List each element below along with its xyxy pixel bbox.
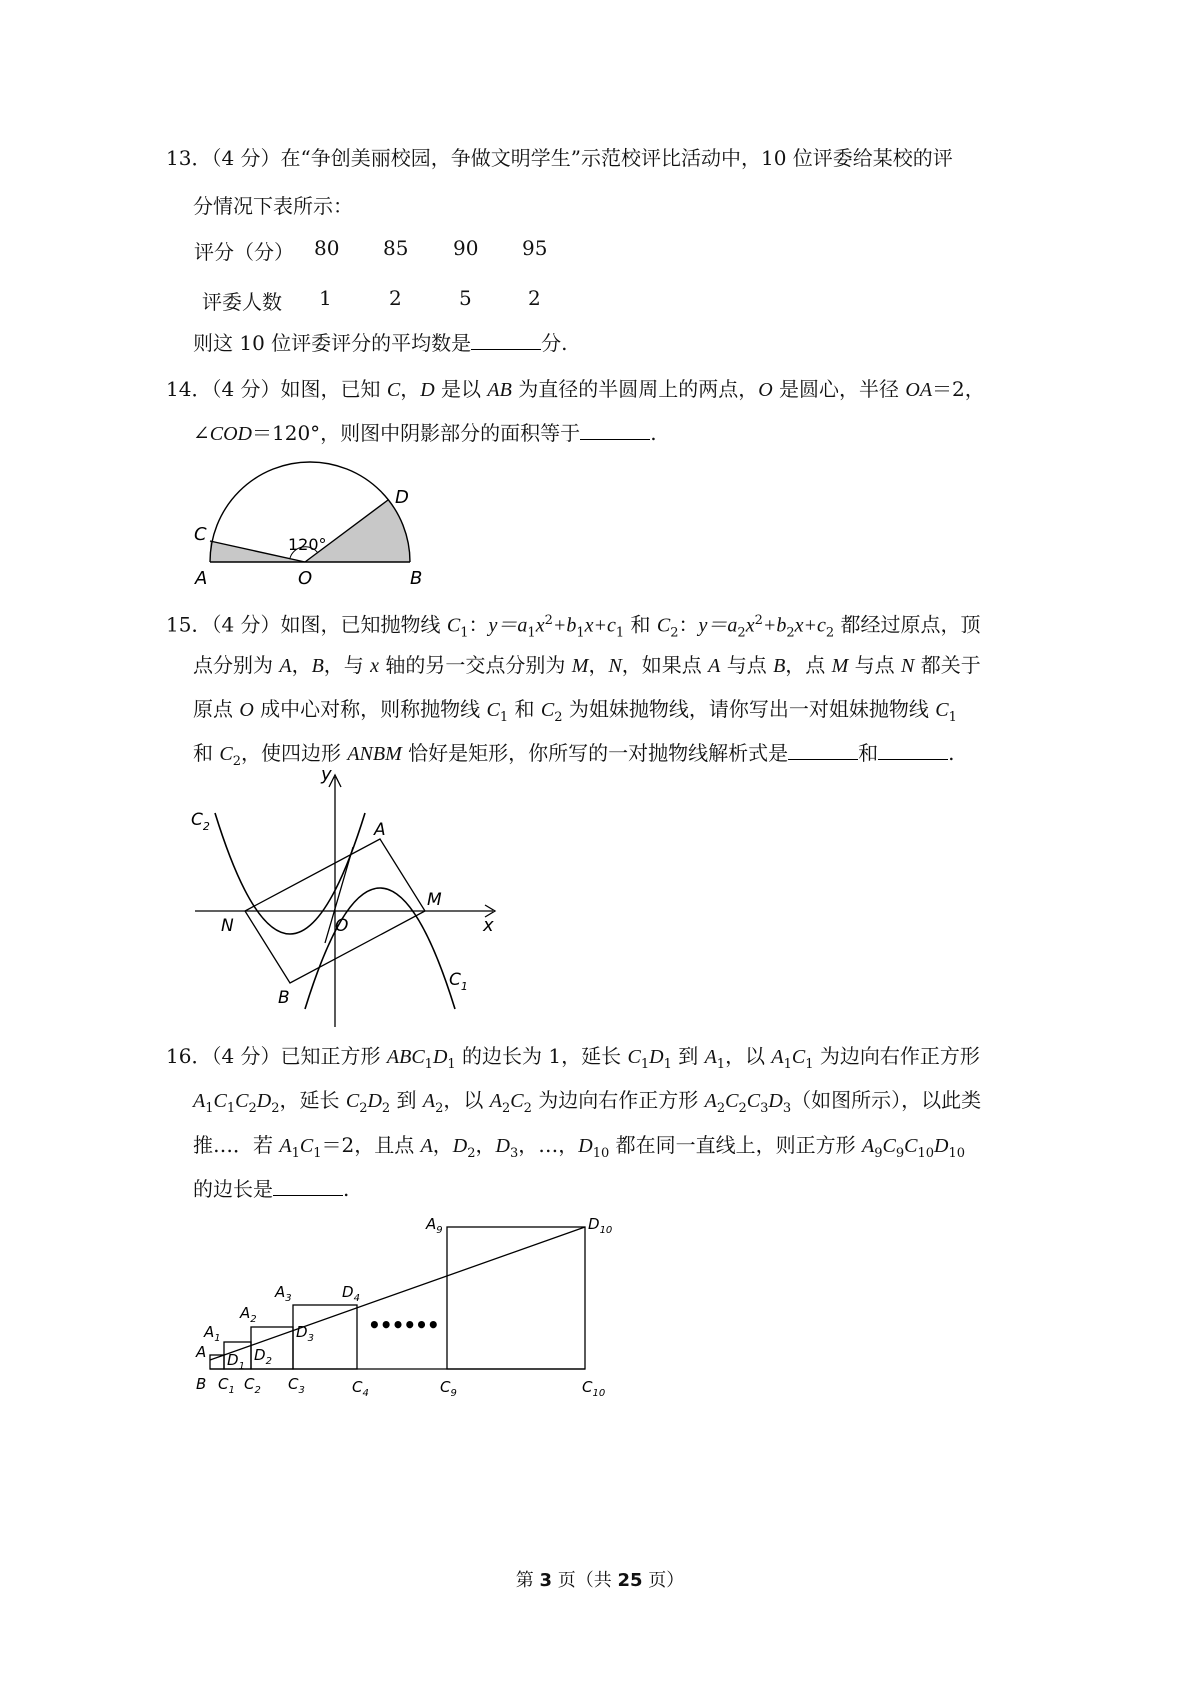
label-D3-letter: D bbox=[296, 1323, 308, 1341]
equation: y＝a bbox=[698, 614, 738, 637]
q14-text: . bbox=[650, 421, 657, 445]
equation: +b bbox=[552, 614, 577, 637]
label-M: M bbox=[427, 890, 442, 910]
q16-text: ，…， bbox=[518, 1133, 579, 1157]
subscript: 2 bbox=[670, 625, 679, 641]
subscript: 2 bbox=[248, 1101, 257, 1116]
label-A9 bbox=[425, 1215, 443, 1236]
squares-figure bbox=[190, 1205, 630, 1400]
q15-text: 和 bbox=[508, 697, 541, 721]
label-A3-sub: 3 bbox=[285, 1293, 292, 1304]
q14-text: 是以 bbox=[434, 377, 488, 401]
label-B: B bbox=[278, 988, 290, 1008]
q16-text: ＝2，且点 bbox=[321, 1133, 421, 1157]
subscript: 1 bbox=[663, 1057, 672, 1072]
table-cell: 1 bbox=[319, 286, 332, 310]
var: A bbox=[422, 1090, 436, 1112]
answer-blank bbox=[580, 421, 650, 440]
q15-text: 点分别为 bbox=[193, 653, 280, 677]
q15-text: 和 bbox=[858, 741, 879, 765]
var: D bbox=[420, 379, 435, 401]
var: D bbox=[768, 1090, 783, 1112]
label-A9-sub: 9 bbox=[436, 1225, 443, 1236]
equation: x+c bbox=[584, 614, 616, 637]
q16-line2 bbox=[193, 1087, 981, 1122]
var: A bbox=[704, 1046, 717, 1068]
var: D bbox=[432, 1046, 448, 1068]
label-C10 bbox=[582, 1378, 605, 1399]
label-C4-sub: 4 bbox=[362, 1388, 369, 1399]
var: C bbox=[219, 743, 233, 765]
semicircle-figure bbox=[190, 455, 440, 590]
q13-line3 bbox=[193, 330, 568, 356]
label-A1 bbox=[203, 1323, 221, 1344]
var: D bbox=[256, 1090, 272, 1112]
subscript: 2 bbox=[271, 1101, 280, 1116]
q15-text: 与点 bbox=[848, 653, 902, 677]
var: A bbox=[489, 1090, 502, 1112]
q16-text: ，以 bbox=[443, 1088, 490, 1112]
label-C2 bbox=[191, 810, 210, 833]
subscript: 2 bbox=[381, 1101, 391, 1116]
subscript: 3 bbox=[760, 1101, 769, 1116]
q15-text: ， bbox=[291, 653, 312, 677]
label-D2-sub: 2 bbox=[265, 1356, 272, 1367]
q15-text: ，如果点 bbox=[621, 653, 709, 677]
label-C1 bbox=[218, 1375, 235, 1396]
superscript: 2 bbox=[544, 613, 553, 628]
label-C2-sub: 2 bbox=[202, 820, 210, 833]
q16-text: 都在同一直线上，则正方形 bbox=[609, 1133, 862, 1157]
subscript: 1 bbox=[576, 625, 585, 641]
label-D4-letter: D bbox=[342, 1283, 354, 1301]
q14-text: ＝120°，则图中阴影部分的面积等于 bbox=[252, 421, 581, 445]
label-C9-sub: 9 bbox=[450, 1388, 457, 1399]
q15-line1 bbox=[166, 608, 981, 647]
label-C1-letter: C bbox=[449, 970, 461, 990]
subscript: 1 bbox=[615, 625, 625, 641]
subscript: 2 bbox=[554, 710, 563, 725]
subscript: 2 bbox=[716, 1101, 726, 1116]
label-A3-letter: A bbox=[275, 1283, 286, 1301]
var: COD bbox=[209, 423, 252, 445]
q16-text: 16．（4 分）已知正方形 bbox=[166, 1044, 387, 1068]
var: D bbox=[495, 1135, 510, 1157]
label-C2-letter: C bbox=[191, 810, 203, 830]
subscript: 2 bbox=[467, 1146, 476, 1161]
q16-line1 bbox=[166, 1043, 980, 1078]
q14-text: 是圆心，半径 bbox=[772, 377, 906, 401]
subscript: 2 bbox=[435, 1101, 444, 1116]
label-D10-sub: 10 bbox=[599, 1225, 613, 1236]
label-C2-sub: 2 bbox=[254, 1385, 261, 1396]
q16-text: （如图所示），以此类 bbox=[791, 1088, 982, 1112]
label-C10-letter: C bbox=[582, 1378, 593, 1396]
q15-text: ： bbox=[678, 612, 699, 637]
label-C2 bbox=[244, 1375, 261, 1396]
subscript: 1 bbox=[805, 1057, 814, 1072]
var: D bbox=[367, 1090, 382, 1112]
q15-text: 成中心对称，则称抛物线 bbox=[253, 697, 487, 721]
subscript: 2 bbox=[232, 754, 241, 769]
label-C1-sub: 1 bbox=[228, 1385, 235, 1396]
label-D1-sub: 1 bbox=[238, 1361, 245, 1372]
label-D10 bbox=[588, 1215, 612, 1236]
q15-text: 和 bbox=[193, 741, 220, 765]
label-D4 bbox=[342, 1283, 360, 1304]
label-B: B bbox=[196, 1375, 207, 1393]
label-C1-sub: 1 bbox=[460, 980, 468, 993]
table-cell: 2 bbox=[389, 286, 402, 310]
axis-x-label: x bbox=[483, 915, 494, 936]
label-A2-letter: A bbox=[240, 1304, 251, 1322]
q16-text: 为边向右作正方形 bbox=[531, 1088, 705, 1112]
var: A bbox=[193, 1090, 206, 1112]
subscript: 1 bbox=[527, 625, 536, 641]
q15-text: 原点 bbox=[193, 697, 240, 721]
q14-text: 为直径的半圆周上的两点， bbox=[511, 377, 759, 401]
q15-text: 为姐妹抛物线，请你写出一对姐妹抛物线 bbox=[562, 697, 936, 721]
table-cell: 95 bbox=[522, 236, 548, 260]
label-D10-letter: D bbox=[588, 1215, 600, 1233]
answer-blank bbox=[878, 741, 948, 760]
q15-text: 都关于 bbox=[914, 653, 981, 677]
var: D bbox=[578, 1135, 593, 1157]
var: M bbox=[831, 655, 849, 677]
label-A9-letter: A bbox=[426, 1215, 437, 1233]
label-C3-sub: 3 bbox=[298, 1385, 305, 1396]
answer-blank bbox=[471, 331, 541, 350]
label-C3 bbox=[288, 1375, 305, 1396]
page-footer bbox=[0, 1566, 1200, 1592]
q14-line1 bbox=[166, 376, 985, 403]
subscript: 2 bbox=[786, 625, 795, 641]
label-C4 bbox=[352, 1378, 369, 1399]
label-A: A bbox=[195, 568, 208, 589]
q14-line2 bbox=[193, 420, 657, 447]
var: C bbox=[540, 699, 555, 721]
var: C bbox=[486, 699, 500, 721]
subscript: 1 bbox=[948, 710, 957, 725]
page-total: 25 bbox=[617, 1570, 643, 1591]
var: ABC bbox=[386, 1046, 425, 1068]
var: C bbox=[935, 699, 949, 721]
q15-text: 15．（4 分）如图，已知抛物线 bbox=[166, 612, 447, 637]
q15-text: ， bbox=[588, 653, 609, 677]
label-O: O bbox=[335, 916, 349, 936]
var: D bbox=[934, 1135, 949, 1157]
q13-text: 则这 10 位评委评分的平均数是 bbox=[193, 331, 472, 355]
label-C1 bbox=[449, 970, 468, 993]
var: N bbox=[608, 655, 622, 677]
subscript: 10 bbox=[592, 1146, 610, 1161]
subscript: 2 bbox=[502, 1101, 511, 1116]
subscript: 1 bbox=[226, 1101, 236, 1116]
subscript: 2 bbox=[738, 1101, 747, 1116]
subscript: 2 bbox=[825, 625, 835, 641]
q15-line2 bbox=[193, 652, 981, 679]
subscript: 2 bbox=[737, 625, 746, 641]
q15-text: ，与 bbox=[323, 653, 371, 677]
q15-line3 bbox=[193, 696, 957, 731]
table-cell: 85 bbox=[383, 236, 409, 260]
var: C bbox=[656, 614, 671, 637]
label-C10-sub: 10 bbox=[592, 1388, 606, 1399]
subscript: 1 bbox=[716, 1057, 726, 1072]
var: C bbox=[725, 1090, 739, 1112]
label-A1-letter: A bbox=[204, 1323, 215, 1341]
q16-text: ，以 bbox=[725, 1044, 772, 1068]
angle-label: 120° bbox=[288, 535, 327, 554]
table-cell: 90 bbox=[453, 236, 479, 260]
table-row2-label: 评委人数 bbox=[202, 290, 282, 314]
var: M bbox=[571, 655, 589, 677]
q15-text: ，使四边形 bbox=[240, 741, 348, 765]
label-D3-sub: 3 bbox=[307, 1333, 314, 1344]
subscript: 2 bbox=[523, 1101, 532, 1116]
q15-text: ，点 bbox=[785, 653, 832, 677]
var: C bbox=[213, 1090, 227, 1112]
equation: x bbox=[745, 614, 755, 637]
q15-text: 与点 bbox=[720, 653, 774, 677]
q13-line2: 分情况下表所示： bbox=[193, 194, 353, 218]
subscript: 1 bbox=[424, 1057, 433, 1072]
subscript: 3 bbox=[782, 1101, 792, 1116]
answer-blank bbox=[788, 741, 858, 760]
label-A3 bbox=[274, 1283, 292, 1304]
subscript: 1 bbox=[291, 1146, 300, 1161]
label-C: C bbox=[194, 524, 207, 545]
label-D2 bbox=[254, 1346, 272, 1367]
var: C bbox=[791, 1046, 806, 1068]
q13-text: 分. bbox=[541, 331, 568, 355]
label-D4-sub: 4 bbox=[353, 1293, 360, 1304]
label-N: N bbox=[221, 916, 234, 936]
var: C bbox=[386, 379, 401, 401]
subscript: 1 bbox=[640, 1057, 650, 1072]
subscript: 1 bbox=[460, 625, 469, 641]
q16-text: 到 bbox=[671, 1044, 705, 1068]
label-B: B bbox=[410, 568, 423, 589]
var: C bbox=[904, 1135, 918, 1157]
q14-text: ＝2， bbox=[932, 377, 985, 401]
table-cell: 80 bbox=[314, 236, 340, 260]
q16-text: ， bbox=[475, 1133, 496, 1157]
var: A bbox=[771, 1046, 784, 1068]
answer-blank bbox=[273, 1177, 343, 1196]
superscript: 2 bbox=[754, 613, 763, 628]
var: AB bbox=[487, 379, 512, 401]
subscript: 9 bbox=[895, 1146, 905, 1161]
q15-text: ： bbox=[468, 612, 489, 637]
var: ANBM bbox=[347, 743, 402, 765]
subscript: 1 bbox=[783, 1057, 792, 1072]
var: C bbox=[345, 1090, 360, 1112]
ellipsis-dots: •••••• bbox=[368, 1313, 439, 1337]
q15-text: . bbox=[948, 741, 955, 765]
var: N bbox=[901, 655, 915, 677]
var: C bbox=[299, 1135, 314, 1157]
equation: y＝a bbox=[488, 614, 528, 637]
axis-y-label: y bbox=[321, 765, 332, 785]
subscript: 9 bbox=[874, 1146, 883, 1161]
subscript: 1 bbox=[205, 1101, 214, 1116]
footer-text: 页） bbox=[642, 1570, 685, 1591]
subscript: 1 bbox=[447, 1057, 456, 1072]
label-O: O bbox=[298, 568, 313, 589]
table-cell: 2 bbox=[528, 286, 541, 310]
q14-text: 14．（4 分）如图，已知 bbox=[166, 377, 381, 401]
var: A bbox=[420, 1135, 433, 1157]
q15-text: 轴的另一交点分别为 bbox=[379, 653, 572, 677]
label-C4-letter: C bbox=[352, 1378, 363, 1396]
var: A bbox=[708, 655, 721, 677]
var: A bbox=[279, 1135, 292, 1157]
label-D1-letter: D bbox=[227, 1351, 239, 1369]
label-A: A bbox=[196, 1343, 207, 1361]
label-C3-letter: C bbox=[288, 1375, 299, 1393]
page-number: 3 bbox=[539, 1570, 552, 1591]
q16-text: 为边向右作正方形 bbox=[813, 1044, 980, 1068]
var: C bbox=[746, 1090, 761, 1112]
subscript: 1 bbox=[313, 1146, 322, 1161]
q16-text: 的边长是 bbox=[193, 1177, 273, 1201]
equation: x bbox=[535, 614, 545, 637]
q16-text: 到 bbox=[390, 1088, 423, 1112]
label-A: A bbox=[374, 820, 386, 840]
equation: +b bbox=[762, 614, 787, 637]
q16-line4 bbox=[193, 1176, 349, 1202]
var: A bbox=[704, 1090, 717, 1112]
var: O bbox=[758, 379, 773, 401]
q16-text: 的边长为 1，延长 bbox=[455, 1044, 628, 1068]
label-D1 bbox=[227, 1351, 245, 1372]
var: A bbox=[279, 655, 292, 677]
q15-text: 和 bbox=[624, 612, 657, 637]
subscript: 1 bbox=[499, 710, 509, 725]
var: B bbox=[773, 655, 786, 677]
var: D bbox=[649, 1046, 664, 1068]
subscript: 3 bbox=[509, 1146, 519, 1161]
footer-text: 页（共 bbox=[552, 1570, 618, 1591]
var: A bbox=[861, 1135, 875, 1157]
q14-text: ∠ bbox=[193, 421, 210, 445]
subscript: 2 bbox=[359, 1101, 368, 1116]
label-C2-letter: C bbox=[244, 1375, 255, 1393]
var: OA bbox=[905, 379, 933, 401]
q16-text: . bbox=[343, 1177, 350, 1201]
q14-text: ， bbox=[400, 377, 421, 401]
q16-line3 bbox=[193, 1132, 965, 1167]
var: C bbox=[235, 1090, 249, 1112]
q16-text: ， bbox=[432, 1133, 453, 1157]
parabola-figure bbox=[185, 765, 505, 1035]
label-D: D bbox=[395, 487, 409, 508]
table-cell: 5 bbox=[459, 286, 472, 310]
var: C bbox=[882, 1135, 896, 1157]
q15-text: 恰好是矩形，你所写的一对抛物线解析式是 bbox=[401, 741, 789, 765]
label-C1-letter: C bbox=[218, 1375, 229, 1393]
label-C9 bbox=[440, 1378, 457, 1399]
var: C bbox=[446, 614, 461, 637]
q13-line1: 13．（4 分）在“争创美丽校园，争做文明学生”示范校评比活动中，10 位评委给某校的评 bbox=[166, 146, 953, 170]
var: C bbox=[627, 1046, 641, 1068]
subscript: 10 bbox=[948, 1146, 965, 1161]
subscript: 10 bbox=[917, 1146, 934, 1161]
label-C9-letter: C bbox=[440, 1378, 451, 1396]
equation: x+c bbox=[794, 614, 826, 637]
table-row1-label: 评分（分） bbox=[194, 240, 294, 264]
q16-text: ，延长 bbox=[279, 1088, 346, 1112]
label-A1-sub: 1 bbox=[214, 1333, 221, 1344]
var: B bbox=[311, 655, 324, 677]
var: x bbox=[370, 655, 380, 677]
q16-text: 推…．若 bbox=[193, 1133, 280, 1157]
label-D2-letter: D bbox=[254, 1346, 266, 1364]
var: C bbox=[510, 1090, 524, 1112]
q15-text: 都经过原点，顶 bbox=[834, 612, 981, 637]
var: D bbox=[452, 1135, 468, 1157]
label-A2 bbox=[239, 1304, 257, 1325]
var: O bbox=[239, 699, 254, 721]
label-D3 bbox=[296, 1323, 314, 1344]
footer-text: 第 bbox=[515, 1570, 540, 1591]
label-A2-sub: 2 bbox=[250, 1314, 257, 1325]
